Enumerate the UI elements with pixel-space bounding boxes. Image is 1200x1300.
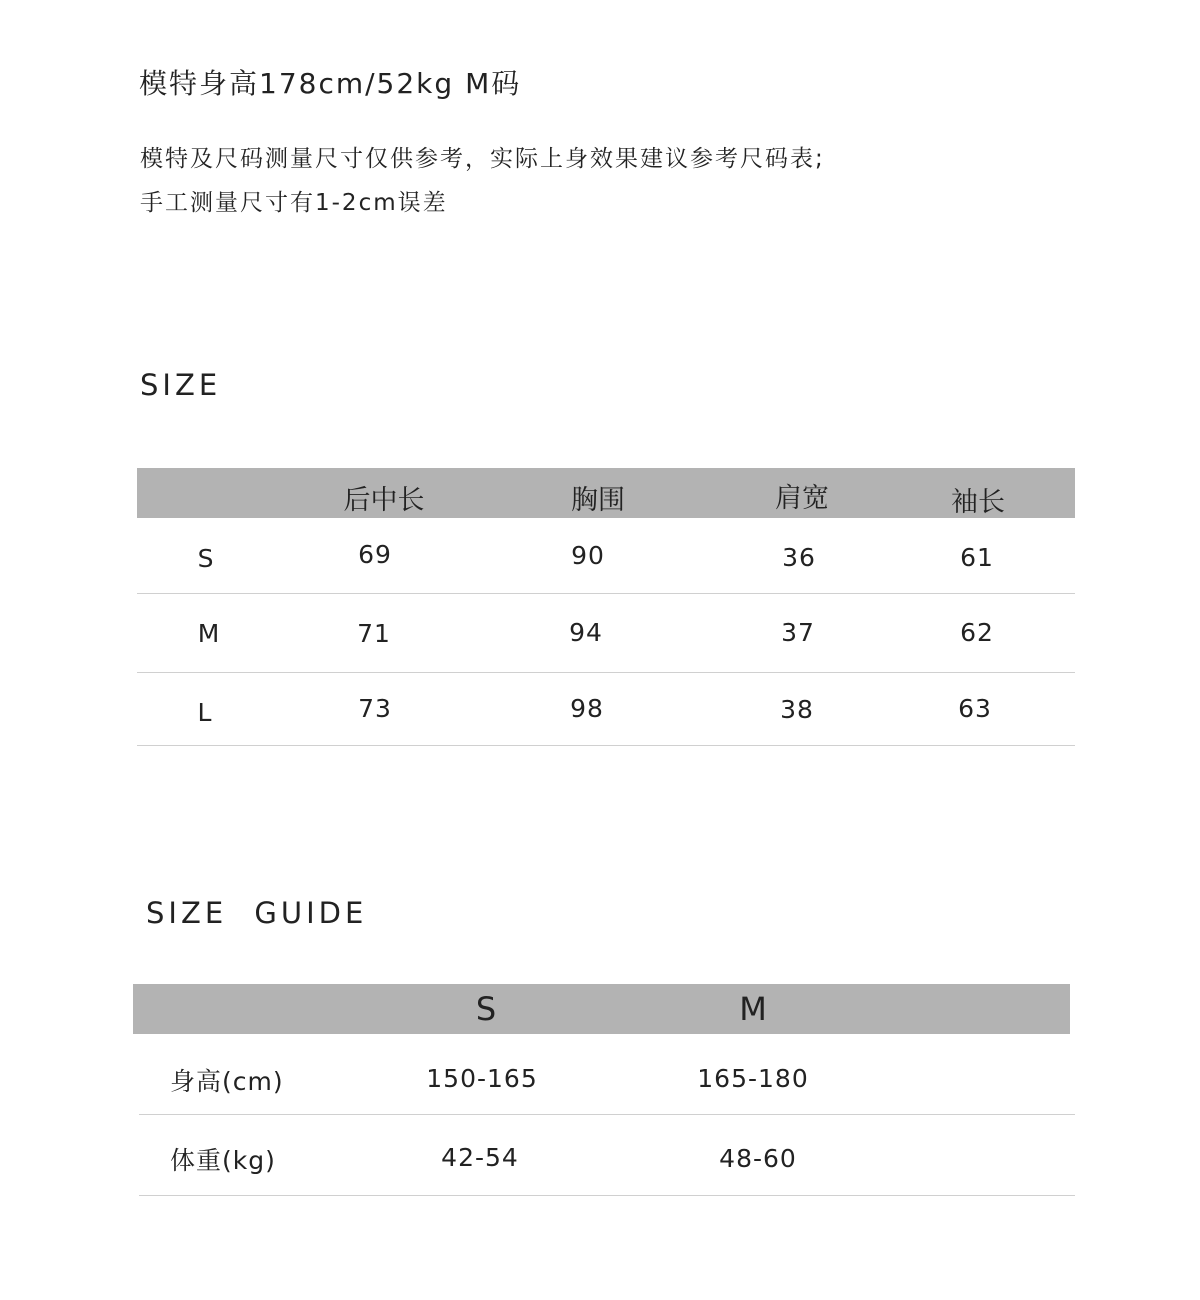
sleeve-value: 61: [960, 543, 994, 572]
header-length: 后中长: [343, 485, 425, 516]
size-guide-header: [133, 984, 1070, 1034]
header-size-m: M: [739, 990, 767, 1028]
weight-s-value: 42-54: [441, 1143, 519, 1172]
size-label: L: [197, 698, 213, 727]
chest-value: 98: [570, 694, 604, 723]
size-guide-table: [133, 984, 1070, 1196]
table-row: [137, 518, 1075, 594]
measurement-note: 模特及尺码测量尺寸仅供参考，实际上身效果建议参考尺码表;: [140, 146, 825, 172]
length-value: 71: [357, 619, 391, 648]
model-info: 模特身高178cm/52kg M码: [139, 67, 522, 100]
error-note: 手工测量尺寸有1-2cm误差: [140, 190, 448, 216]
header-shoulder: 肩宽: [775, 483, 829, 514]
table-row: [139, 1115, 1075, 1196]
header-chest: 胸围: [571, 485, 625, 516]
size-table: [137, 468, 1075, 746]
table-row: [139, 1034, 1075, 1115]
shoulder-value: 37: [781, 618, 815, 647]
weight-label: 体重(kg): [170, 1146, 276, 1175]
header-sleeve: 袖长: [951, 487, 1005, 518]
table-row: [137, 673, 1075, 746]
size-label: M: [197, 619, 221, 648]
shoulder-value: 36: [782, 543, 816, 572]
height-s-value: 150-165: [426, 1064, 538, 1093]
size-guide-section-title: SIZE GUIDE: [146, 896, 368, 930]
header-size-s: S: [475, 990, 497, 1028]
sleeve-value: 62: [960, 618, 994, 647]
height-label: 身高(cm): [170, 1067, 284, 1096]
chest-value: 94: [569, 618, 603, 647]
size-label: S: [197, 544, 215, 573]
sleeve-value: 63: [958, 694, 992, 723]
length-value: 69: [358, 540, 392, 569]
size-table-header: [137, 468, 1075, 518]
weight-m-value: 48-60: [719, 1144, 797, 1173]
size-section-title: SIZE: [140, 368, 222, 402]
shoulder-value: 38: [780, 695, 814, 724]
table-row: [137, 594, 1075, 673]
chest-value: 90: [571, 541, 605, 570]
height-m-value: 165-180: [697, 1064, 809, 1093]
length-value: 73: [358, 694, 392, 723]
